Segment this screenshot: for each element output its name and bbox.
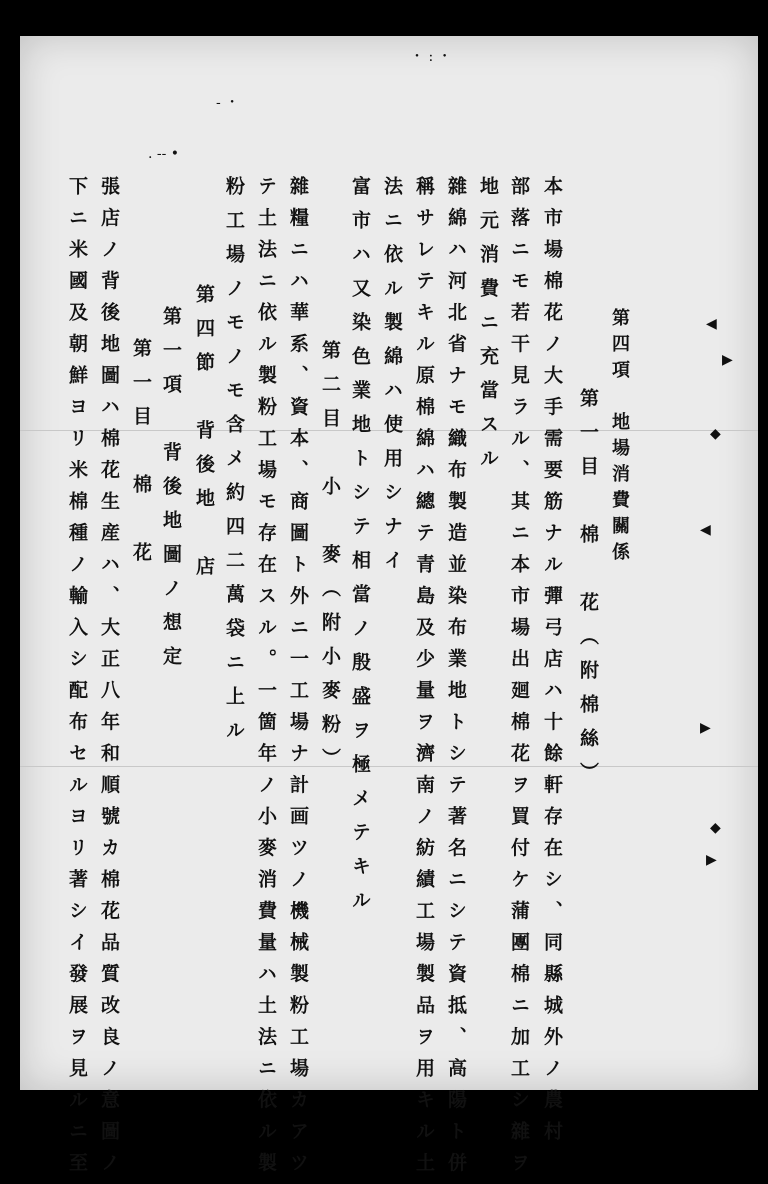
margin-dot: ◀ (700, 522, 711, 538)
text-line: 粉工場ノモノモ含メ約四二萬袋ニ上ル (223, 176, 245, 754)
margin-dot: ▶ (706, 852, 717, 868)
subsection-heading: 第一目 棉 花（附棉絲） (577, 388, 599, 796)
margin-dot: ◆ (710, 426, 721, 442)
section-heading: 第四節 背後地 店 (193, 284, 215, 590)
text-line: 地元消費ニ充當スル (477, 176, 499, 482)
subsection-heading: 第一項 背後地圖ノ想定 (160, 306, 182, 680)
text-line: 張店ノ背後地圖ハ棉花生産ハ、大正八年和順號カ棉花品質改良ノ意圖ノ (98, 176, 120, 1184)
subsection-heading: 第一目 棉 花 (130, 338, 152, 576)
margin-mark: . -- • (148, 146, 180, 162)
margin-dot: ◀ (706, 316, 717, 332)
text-line: 部落ニモ若干見ラル、其ニ本市場出廻棉花ヲ買付ケ蒲團棉ニ加工シ雜ヲ (508, 176, 530, 1184)
page-fold-line (20, 766, 758, 767)
margin-dot: ▶ (700, 720, 711, 736)
section-heading: 第四項 地場消費關係 (609, 308, 630, 568)
text-line: 稱サレテキル原棉綿ハ總テ青島及少量ヲ濟南ノ紡績工場製品ヲ用キル土 (413, 176, 435, 1184)
text-line: テ土法ニ依ル製粉工場モ存在スル。一箇年ノ小麥消費量ハ土法ニ依ル製 (255, 176, 277, 1184)
subsection-heading: 第二目 小 麥（附小麥粉） (319, 340, 341, 782)
text-line: 雜綿ハ河北省ナモ織布製造並染布業地トシテ著名ニシテ資抵、高陽ト併 (445, 176, 467, 1184)
text-line: 法ニ依ル製綿ハ使用シナイ (381, 176, 403, 584)
margin-mark: ・ : ・ (410, 49, 452, 65)
text-line: 雜糧ニハ華系、資本、商圖ト外ニ一工場ナ計画ツノ機械製粉工場カアツ (287, 176, 309, 1184)
margin-dot: ◆ (710, 820, 721, 836)
text-line: 富市ハ又染色業地トシテ相當ノ殷盛ヲ極メテキル (349, 176, 371, 924)
text-line: 下ニ米國及朝鮮ヨリ米棉種ノ輸入シ配布セルヨリ著シイ發展ヲ見ルニ至 (66, 176, 88, 1184)
text-line: 本市場棉花ノ大手需要筋ナル彈弓店ハ十餘軒存在シ、同縣城外ノ農村 (541, 176, 563, 1153)
margin-mark: - ・ (216, 95, 240, 111)
margin-dot: ▶ (722, 352, 733, 368)
